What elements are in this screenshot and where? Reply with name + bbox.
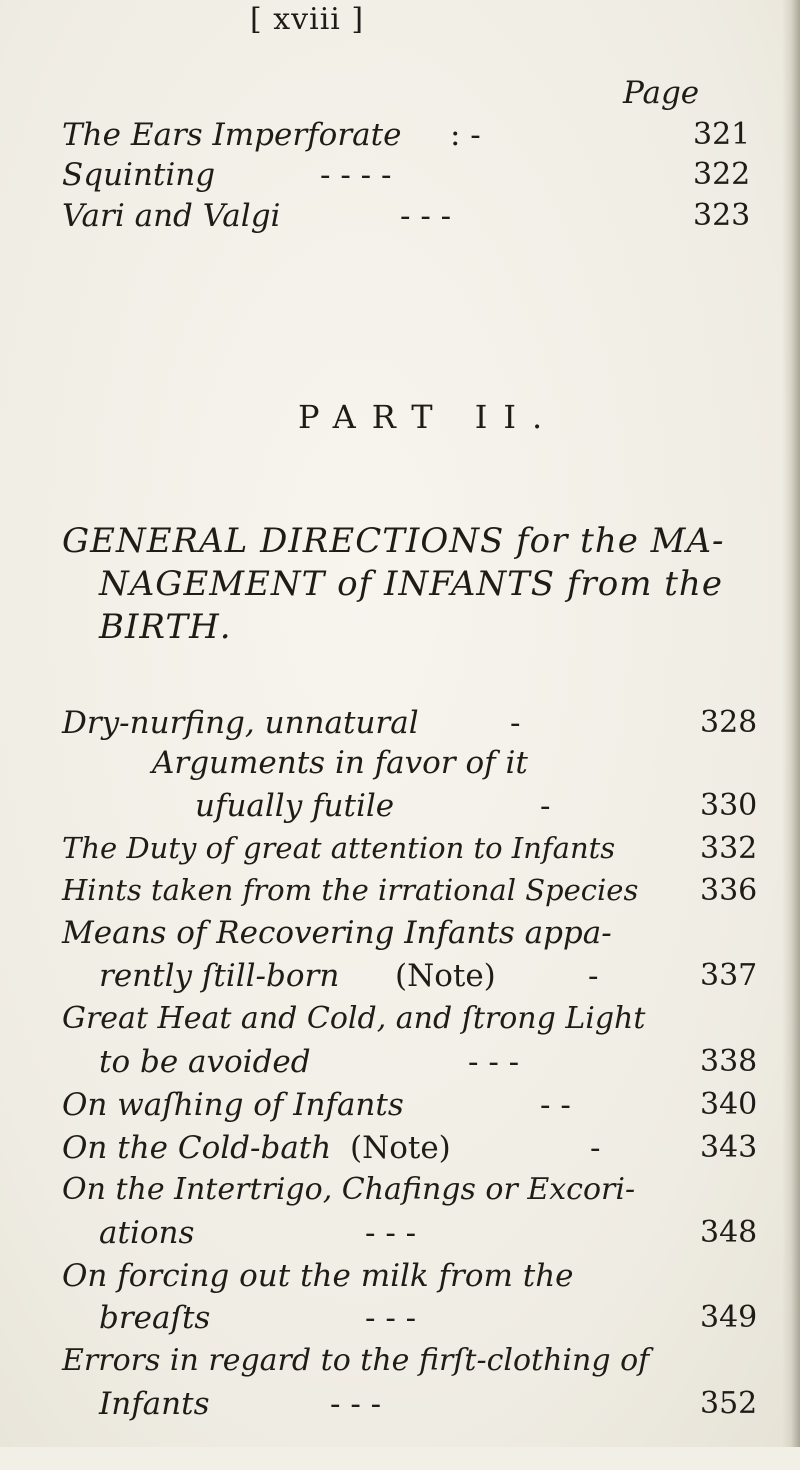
toc-page-number: 340: [700, 1087, 758, 1122]
toc-entry-title: rently ſtill-born: [99, 958, 340, 994]
part-heading: PART II.: [298, 398, 559, 436]
toc-entry-title: On forcing out the milk from the: [62, 1258, 574, 1294]
toc-page-number: 343: [700, 1130, 758, 1165]
toc-page-number: 336: [700, 873, 758, 908]
toc-page-number: 332: [700, 831, 758, 866]
toc-page-number: 328: [700, 705, 758, 740]
toc-entry-title: On the Cold-bath: [62, 1130, 332, 1166]
toc-entry-title: The Duty of great attention to Infants: [62, 831, 616, 865]
toc-entry-title: Errors in regard to the firſt-clothing of: [62, 1343, 650, 1378]
toc-entry-title: Vari and Valgi: [62, 198, 281, 234]
toc-leader: - - - -: [320, 157, 392, 193]
section-heading-line: GENERAL DIRECTIONS for the MA-: [62, 521, 725, 561]
toc-page-number: 323: [693, 198, 751, 233]
toc-note: (Note): [350, 1130, 451, 1166]
toc-leader: - - -: [365, 1215, 417, 1251]
page-header: [ xviii ]: [250, 2, 365, 37]
toc-entry-title: Infants: [99, 1386, 210, 1422]
toc-entry-title: Hints taken from the irrational Species: [62, 873, 639, 907]
toc-entry-title: The Ears Imperforate: [62, 117, 402, 153]
toc-leader: -: [588, 958, 599, 994]
toc-page-number: 321: [693, 117, 751, 152]
toc-leader: - - -: [400, 198, 452, 234]
section-heading-line: NAGEMENT of INFANTS from the: [99, 564, 723, 604]
toc-entry-title: ufually futile: [195, 788, 395, 824]
toc-entry-title: ations: [99, 1215, 195, 1251]
toc-entry-title: Great Heat and Cold, and ſtrong Light: [62, 1001, 646, 1036]
toc-leader: -: [540, 788, 551, 824]
toc-leader: -: [510, 705, 521, 741]
toc-page-number: 349: [700, 1300, 758, 1335]
toc-page-number: 322: [693, 157, 751, 192]
toc-leader: - -: [540, 1087, 571, 1123]
toc-entry-title: Means of Recovering Infants appa-: [62, 915, 612, 951]
toc-entry-title: Squinting: [62, 157, 216, 193]
toc-leader: -: [590, 1130, 601, 1166]
toc-leader: - - -: [330, 1386, 382, 1422]
toc-page-number: 348: [700, 1215, 758, 1250]
toc-entry-title: Arguments in favor of it: [152, 745, 528, 781]
section-heading-line: BIRTH.: [99, 607, 232, 647]
toc-page-number: 337: [700, 958, 758, 993]
toc-page-number: 338: [700, 1044, 758, 1079]
toc-note: (Note): [395, 958, 496, 994]
page-edge-shadow: [782, 0, 800, 1447]
toc-leader: - - -: [365, 1300, 417, 1336]
toc-entry-title: Dry-nurfing, unnatural: [62, 705, 419, 741]
toc-entry-title: breaſts: [99, 1300, 211, 1336]
toc-page-number: 330: [700, 788, 758, 823]
toc-page-number: 352: [700, 1386, 758, 1421]
toc-leader: : -: [450, 117, 481, 153]
toc-entry-title: to be avoided: [99, 1044, 311, 1080]
toc-entry-title: On waſhing of Infants: [62, 1087, 404, 1123]
toc-leader: - - -: [468, 1044, 520, 1080]
toc-entry-title: On the Intertrigo, Chafings or Excori-: [62, 1172, 636, 1207]
page-column-label: Page: [623, 75, 700, 111]
